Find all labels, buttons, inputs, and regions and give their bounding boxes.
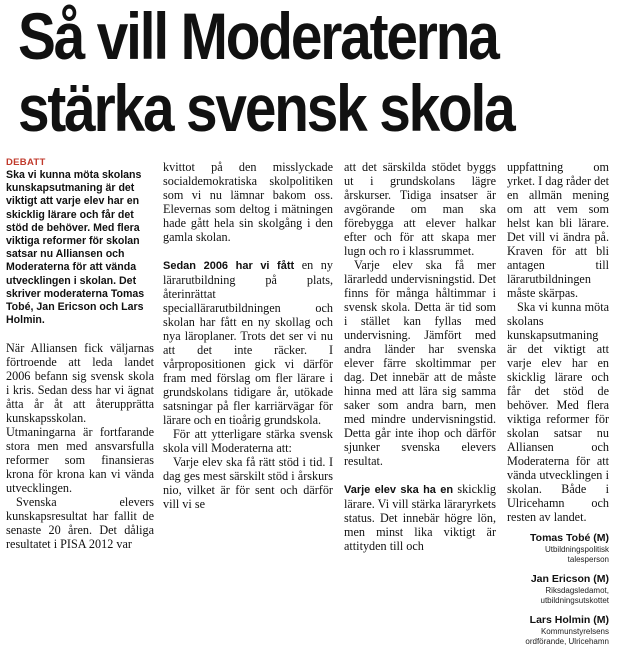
subheading: Varje elev ska ha en bbox=[344, 484, 454, 496]
headline-line-1: Så vill Moderaterna bbox=[18, 0, 498, 73]
column-1 bbox=[6, 154, 154, 552]
signature-name: Tomas Tobé (M) bbox=[530, 532, 609, 544]
body-paragraph: Svenska elevers kunskapsresultat har fallit de senaste 20 åren. Det dåliga resultatet i PISA 2012 var bbox=[6, 495, 154, 552]
body-text: en ny lärarutbildning på plats, återinrättat speciallärarutbildningen och skolan har fått en ny skollag och nya läroplaner. Trots det ser vi nu att det inte räcker. I vårpropositionen gick vi därför fram med förslag om fler lärare i grundskolans tidigare år, utökade satsningar på fler karriärvägar för lärare och en tioårig grundskola. bbox=[163, 258, 333, 427]
body-paragraph: När Alliansen fick väljarnas förtroende att leda landet 2006 befann sig svensk skola i kris. Sedan dess har vi ägnat åtta år åt att återupprätta kunskapsskolan. Utmaningarna är fortfarande stora men med ansvarsfulla reformer som finansieras krona för krona kan vi vända utvecklingen. bbox=[6, 341, 154, 496]
signature-name: Lars Holmin (M) bbox=[529, 614, 609, 626]
signature-name: Jan Ericson (M) bbox=[530, 573, 609, 585]
body-paragraph: kvittot på den misslyckade socialdemokratiska skolpolitiken som vi nu lämnar bakom oss. Elevernas som deltog i mätningen hade gått hela sin skolgång i den gamla skolan. bbox=[163, 160, 333, 244]
column-4 bbox=[507, 160, 609, 646]
signature-title: Riksdagsledamot, utbildningsutskottet bbox=[540, 586, 609, 605]
body-paragraph: Ska vi kunna möta skolans kunskapsutmaning är det viktigt att varje elev har en skicklig lärare och får det stöd de behöver. Med flera viktiga reformer för skolan satsar nu Alliansen och Moderaterna för att vända utvecklingen i skolan. Både i Ulricehamn och resten av landet. bbox=[507, 300, 609, 524]
body-paragraph bbox=[163, 258, 333, 427]
body-paragraph bbox=[344, 482, 496, 553]
kicker-label: DEBATT bbox=[6, 157, 46, 168]
body-paragraph: att det särskilda stödet byggs ut i grundskolans lägre årskurser. Tidiga insatser är avgörande om man ska förebygga att elever halkar efter och för att skapa mer lugn och ro i klassrummet. bbox=[344, 160, 496, 258]
column-2 bbox=[163, 160, 333, 510]
signature-title: Kommunstyrelsens ordförande, Ulricehamn bbox=[525, 627, 609, 646]
headline bbox=[18, 0, 534, 144]
body-paragraph: uppfattning om yrket. I dag råder det en allmän mening om att vem som helst kan bli lärare. Det vill vi ändra på. Kraven för att bli antagen till lärarutbildningen måste skärpas. bbox=[507, 160, 609, 300]
signature-title: Utbildningspolitisk talesperson bbox=[544, 545, 609, 564]
body-paragraph: Varje elev ska få rätt stöd i tid. I dag ges mest särskilt stöd i årskurs nio, vilket är för sent och därför vill vi se bbox=[163, 455, 333, 511]
subheading: Sedan 2006 har vi fått bbox=[163, 260, 295, 272]
body-paragraph: Varje elev ska få mer lärarledd undervisningstid. Det finns för många håltimmar i svensk skola. Detta är tid som i stället kan fyllas med undervisning. Jämfört med andra länder har svenska elever färre skoltimmar per dag. Det innebär att de måste hinna med att lära sig samma saker som andra barn, men med mindre undervisningstid. Detta går inte ihop och därför sjunker svenska elevers resultat. bbox=[344, 258, 496, 468]
signature-block bbox=[507, 532, 609, 647]
lead-paragraph: Ska vi kunna möta skolans kunskapsutmaning är det viktigt att varje elev har en skicklig lärare och får det stöd de behöver. Med flera viktiga reformer för skolan satsar nu Alliansen och Moderaterna för att vända utvecklingen i skolan. Det skriver moderaterna Tomas Tobé, Jan Ericson och Lars Holmin. bbox=[6, 169, 145, 327]
column-3 bbox=[344, 160, 496, 553]
headline-line-2: stärka svensk skola bbox=[18, 71, 514, 145]
body-text: skicklig lärare. Vi vill stärka läraryrkets status. Det innebär högre lön, men minst lika viktigt är attityden till och bbox=[344, 482, 496, 553]
body-paragraph: För att ytterligare stärka svensk skola vill Moderaterna att: bbox=[163, 427, 333, 455]
